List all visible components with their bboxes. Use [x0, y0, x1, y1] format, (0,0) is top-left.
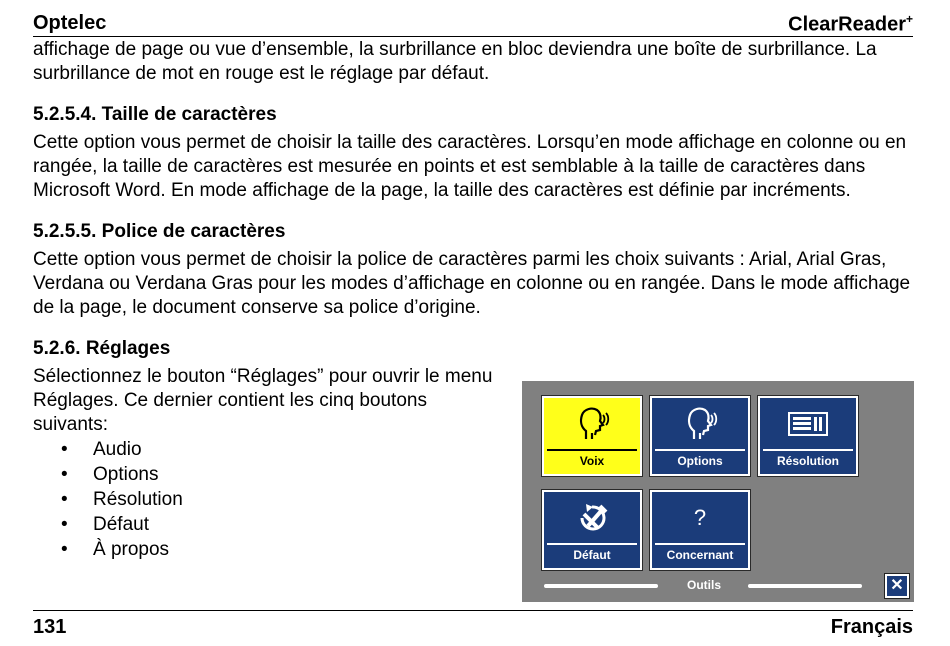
options-button[interactable] — [650, 396, 750, 476]
section-heading: 5.2.5.4. Taille de caractères — [33, 104, 277, 125]
list-item: • Défaut — [33, 512, 503, 537]
page-number: 131 — [33, 616, 67, 638]
header-product: ClearReader+ — [788, 12, 913, 36]
page-footer — [33, 610, 913, 638]
tile-label: Défaut — [547, 543, 637, 565]
settings-menu-screenshot — [522, 381, 914, 602]
tile-label: Concernant — [655, 543, 745, 565]
list-item: • Résolution — [33, 487, 503, 512]
resolution-icon — [760, 404, 856, 444]
list-item: • À propos — [33, 537, 503, 562]
tile-label: Options — [655, 449, 745, 471]
voix-button[interactable] — [542, 396, 642, 476]
voice-head-icon — [544, 404, 640, 444]
section-heading: 5.2.5.5. Police de caractères — [33, 221, 286, 242]
list-item: • Audio — [33, 437, 503, 462]
resolution-button[interactable] — [758, 396, 858, 476]
outils-label: Outils — [686, 578, 721, 592]
reset-tools-icon — [544, 498, 640, 538]
section-heading: 5.2.6. Réglages — [33, 338, 171, 359]
tile-label: Voix — [547, 449, 637, 471]
list-item: • Options — [33, 462, 503, 487]
settings-button-list — [33, 437, 503, 562]
section-paragraph: Sélectionnez le bouton “Réglages” pour ouvrir le menu Réglages. Ce dernier contient les cinq boutons suivants: — [33, 366, 493, 435]
defaut-button[interactable] — [542, 490, 642, 570]
concernant-button[interactable] — [650, 490, 750, 570]
reglages-section — [33, 337, 503, 562]
section-paragraph: Cette option vous permet de choisir la taille des caractères. Lorsqu’en mode affichage en colonne ou en rangée, la taille de caractères est mesurée en points et est semblable à la taille de caractères dans Microsoft Word. En mode affichage de la page, la taille des caractères est définie par incréments. — [33, 132, 907, 201]
header-brand: Optelec — [33, 12, 107, 34]
intro-paragraph: affichage de page ou vue d’ensemble, la surbrillance en bloc deviendra une boîte de surbrillance. La surbrillance de mot en rouge est le réglage par défaut. — [33, 39, 877, 84]
page-header — [33, 10, 913, 37]
voice-head-icon — [652, 404, 748, 444]
question-icon: ? — [693, 505, 707, 530]
divider-line — [748, 584, 862, 588]
tile-label: Résolution — [763, 449, 853, 471]
divider-line — [544, 584, 658, 588]
footer-language: Français — [830, 616, 913, 638]
close-icon: ✕ — [890, 577, 904, 594]
close-button[interactable] — [885, 574, 909, 598]
section-paragraph: Cette option vous permet de choisir la police de caractères parmi les choix suivants : Arial, Arial Gras, Verdana ou Verdana Gras pour les modes d’affichage en colonne ou en rangée. Dans le mode affichage de la page, le document conserve sa police d’origine. — [33, 249, 911, 318]
